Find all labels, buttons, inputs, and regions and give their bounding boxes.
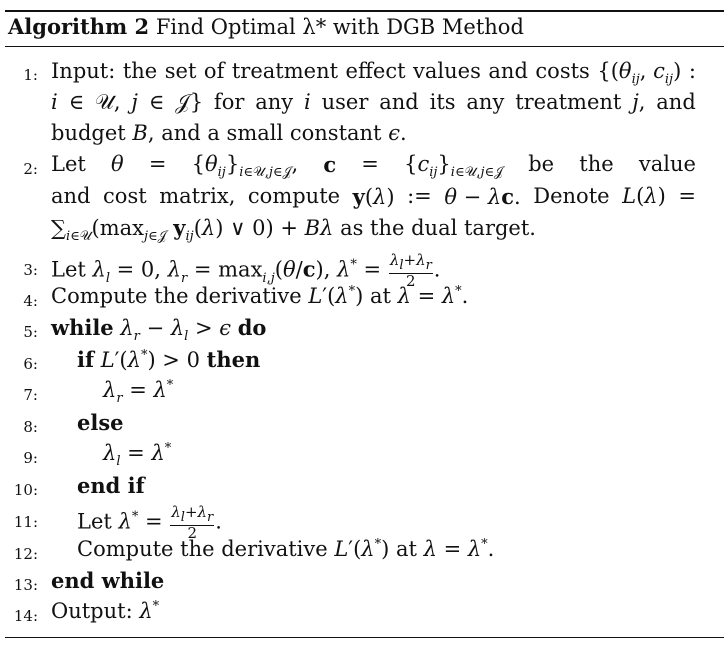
step-2-line-1: Let θ = $\{\theta_{ij}\}_{i\in 𝒰,j\in 𝒥}$, c = $\{c_{ij}\}_{i\in 𝒰,j\in 𝒥}$ be the value (51, 152, 696, 181)
step-1-line-3: budget B, and a small constant ϵ. (51, 121, 407, 145)
line-number-10: 10: (13, 481, 38, 499)
top-rule (5, 10, 724, 12)
step-10: end if (77, 473, 145, 498)
step-6: if L′(λ*) > 0 then (77, 347, 261, 372)
step-2-line-3: $\sum_{i\in 𝒰}(\max_{j\in 𝒥}$ $y_{ij}(\lambda)$ ∨ 0) + Bλ as the dual target. (51, 215, 536, 245)
step-11: Let λ* = $\frac{\lambda_l+\lambda_r}{2}$ . (77, 503, 222, 542)
line-number-4: 4: (23, 292, 38, 310)
line-number-7: 7: (23, 386, 38, 404)
algorithm-title: Find Optimal λ* with DGB Method (155, 15, 524, 39)
step-1-line-1: Input: the set of treatment effect values and costs {($\theta_{ij}$, $c_{ij}$) : (51, 59, 696, 88)
line-number-2: 2: (23, 160, 38, 178)
step-14: Output: λ* (51, 599, 160, 623)
algorithm-label: Algorithm 2 (8, 14, 150, 39)
step-4: Compute the derivative L′(λ*) at λ = λ*. (51, 284, 469, 308)
line-number-1: 1: (23, 66, 38, 84)
bottom-rule (5, 637, 724, 638)
step-8: else (77, 410, 124, 435)
caption-rule (5, 46, 724, 47)
step-12: Compute the derivative L′(λ*) at λ = λ*. (77, 537, 495, 561)
line-number-13: 13: (13, 576, 38, 594)
line-number-14: 14: (13, 607, 38, 625)
line-number-6: 6: (23, 355, 38, 373)
step-2-line-2: and cost matrix, compute y(λ) := θ − λc. Denote L(λ) = (51, 184, 696, 209)
step-3: Let $\lambda_l = 0$, $\lambda_r = \max_{i,j}(\theta/c)$, λ* = $\frac{\lambda_l+\lambda_r}{2}$ . (51, 251, 441, 290)
algorithm-caption (8, 14, 524, 39)
line-number-12: 12: (13, 545, 38, 563)
step-1-line-2: i ∈ 𝒰, j ∈ 𝒥} for any i user and its any treatment j, and (51, 90, 696, 114)
step-7: $\lambda_r = \lambda^*$ (103, 378, 174, 407)
line-number-8: 8: (23, 418, 38, 436)
step-13: end while (51, 568, 165, 593)
line-number-11: 11: (13, 513, 38, 531)
step-5: while $\lambda_r - \lambda_l > \epsilon$ do (51, 315, 267, 345)
step-9: $\lambda_l = \lambda^*$ (103, 441, 172, 470)
line-number-5: 5: (23, 323, 38, 341)
line-number-9: 9: (23, 449, 38, 467)
line-number-3: 3: (23, 261, 38, 279)
